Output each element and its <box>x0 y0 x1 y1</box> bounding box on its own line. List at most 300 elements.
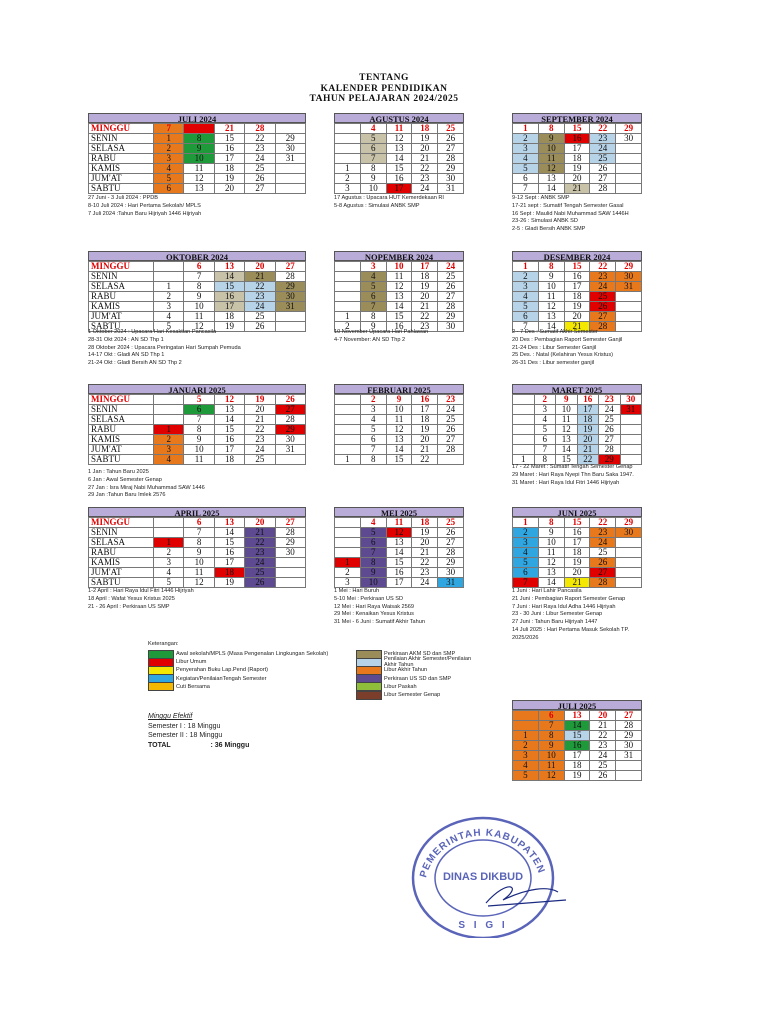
day-name: KAMIS <box>89 558 154 568</box>
date-cell: 31 <box>616 282 642 292</box>
month-notes <box>512 588 702 643</box>
month-notes <box>512 329 702 368</box>
date-cell: 11 <box>184 164 214 174</box>
date-cell: 2 <box>335 174 361 184</box>
month-mei-2025 <box>334 507 464 588</box>
legend-label: Libur Umum <box>176 659 207 666</box>
date-cell: 26 <box>275 395 305 405</box>
month-header: MEI 2025 <box>334 507 464 517</box>
date-cell: 20 <box>564 568 590 578</box>
date-cell: 31 <box>438 184 464 194</box>
note-line: 10 November Upacara Hari Pahlawan <box>334 329 429 335</box>
legend-swatch <box>356 691 382 700</box>
month-september-2024 <box>512 113 642 194</box>
month-header: NOPEMBER 2024 <box>334 251 464 261</box>
note-line: 1 Juni : Hari Lahir Pancasila <box>512 588 582 594</box>
date-cell <box>513 425 535 435</box>
date-cell: 15 <box>214 425 244 435</box>
date-cell: 16 <box>386 568 412 578</box>
day-name: SENIN <box>89 528 154 538</box>
date-cell: 21 <box>245 272 275 282</box>
date-cell: 18 <box>564 548 590 558</box>
note-line: 20 Des : Pembagian Raport Semester Ganjil <box>512 336 623 343</box>
date-cell: 16 <box>564 134 590 144</box>
note-line: 6 Jan : Awal Semester Genap <box>88 476 162 483</box>
date-cell: 27 <box>438 292 464 302</box>
date-cell: 18 <box>412 415 438 425</box>
month-maret-2025 <box>512 384 642 465</box>
date-cell <box>154 405 184 415</box>
date-cell: 22 <box>245 538 275 548</box>
date-cell: 10 <box>386 405 412 415</box>
note-line: 18 April : Wafat Yesus Kristus 2025 <box>88 595 175 602</box>
week-row <box>89 405 306 415</box>
date-cell: 15 <box>386 164 412 174</box>
month-juni-2025 <box>512 507 642 588</box>
date-cell: 5 <box>513 302 539 312</box>
note-line: 5-10 Mei : Perkiraan US SD <box>334 595 404 602</box>
date-cell: 3 <box>154 302 184 312</box>
day-name: SENIN <box>89 405 154 415</box>
date-cell: 20 <box>590 711 616 721</box>
date-cell: 5 <box>184 395 214 405</box>
date-cell: 26 <box>438 425 464 435</box>
date-cell: 8 <box>360 558 386 568</box>
date-cell: 24 <box>412 184 438 194</box>
date-cell: 26 <box>245 578 275 588</box>
official-stamp <box>398 808 568 938</box>
date-cell: 19 <box>214 322 244 332</box>
date-cell: 15 <box>564 518 590 528</box>
date-cell: 27 <box>590 174 616 184</box>
title-line-3: TAHUN PELAJARAN 2024/2025 <box>309 94 459 104</box>
date-cell: 8 <box>184 538 214 548</box>
effective-weeks <box>148 712 249 750</box>
date-cell: 20 <box>214 184 244 194</box>
date-cell: 8 <box>360 455 386 465</box>
date-cell: 27 <box>275 405 305 415</box>
date-cell: 25 <box>438 124 464 134</box>
note-line: 2 - 7 Des : Sumatif Akhir Semester <box>512 329 598 335</box>
date-cell: 30 <box>616 134 642 144</box>
date-cell: 28 <box>590 322 616 332</box>
date-cell <box>275 558 305 568</box>
month-header: JANUARI 2025 <box>88 384 306 394</box>
date-cell: 4 <box>513 292 539 302</box>
date-cell: 22 <box>590 262 616 272</box>
week-row <box>335 425 464 435</box>
date-cell: 10 <box>360 578 386 588</box>
date-cell: 29 <box>438 558 464 568</box>
date-cell: 13 <box>214 405 244 415</box>
date-cell: 28 <box>590 578 616 588</box>
week-row <box>513 558 642 568</box>
date-cell: 22 <box>590 124 616 134</box>
date-cell: 9 <box>386 395 412 405</box>
date-cell: 1 <box>335 558 361 568</box>
week-row <box>513 771 642 781</box>
week-row <box>513 528 642 538</box>
date-cell: 24 <box>245 154 275 164</box>
note-line: 17 Agustus : Upacara HUT Kemerdekaan RI <box>334 195 444 201</box>
day-name: MINGGU <box>89 518 154 528</box>
date-cell: 12 <box>386 425 412 435</box>
date-cell: 29 <box>275 282 305 292</box>
date-cell: 3 <box>534 405 556 415</box>
date-cell: 20 <box>564 312 590 322</box>
date-cell: 16 <box>214 435 244 445</box>
date-cell: 27 <box>599 435 621 445</box>
month-table <box>334 123 464 194</box>
date-cell: 4 <box>360 518 386 528</box>
stamp-text: PEMERINTAH KABUPATEN <box>418 827 547 879</box>
legend-label: Perkiraan AKM SD dan SMP <box>384 651 456 657</box>
week-row <box>89 184 306 194</box>
day-name: RABU <box>89 292 154 302</box>
date-cell <box>154 395 184 405</box>
date-cell: 12 <box>556 425 578 435</box>
date-cell <box>335 124 361 134</box>
date-cell: 29 <box>275 134 305 144</box>
week-row <box>335 528 464 538</box>
date-cell: 19 <box>564 164 590 174</box>
date-cell: 6 <box>513 568 539 578</box>
note-line: 14 Juli 2025 : Hari Pertama Masuk Sekolah TP. <box>512 626 630 633</box>
date-cell: 8 <box>538 731 564 741</box>
date-cell: 22 <box>245 425 275 435</box>
date-cell: 6 <box>360 144 386 154</box>
date-cell <box>616 174 642 184</box>
effective-sem2: Semester II : 18 Minggu <box>148 732 223 739</box>
date-cell: 6 <box>360 538 386 548</box>
month-notes <box>88 588 278 611</box>
week-row <box>89 395 306 405</box>
week-row <box>513 568 642 578</box>
date-cell: 11 <box>538 761 564 771</box>
legend-label: Cuti Bersama <box>176 683 210 690</box>
date-cell: 30 <box>438 322 464 332</box>
date-cell <box>335 272 361 282</box>
month-table <box>88 123 306 194</box>
day-name: RABU <box>89 425 154 435</box>
note-line: 7 Juni : Hari Raya Idul Adha 1446 Hijriyah <box>512 603 616 610</box>
date-cell: 31 <box>275 445 305 455</box>
month-table <box>88 517 306 588</box>
date-cell <box>335 302 361 312</box>
week-row <box>89 312 306 322</box>
legend-label: Libur Semester Genap <box>384 692 441 698</box>
date-cell: 1 <box>154 538 184 548</box>
date-cell: 31 <box>438 578 464 588</box>
date-cell: 27 <box>245 184 275 194</box>
legend-item <box>148 683 210 691</box>
effective-sem1: Semester I : 18 Minggu <box>148 722 221 730</box>
date-cell <box>335 435 361 445</box>
month-notes <box>88 329 278 368</box>
date-cell: 1 <box>513 262 539 272</box>
date-cell: 26 <box>599 425 621 435</box>
week-row <box>513 154 642 164</box>
week-row <box>513 292 642 302</box>
date-cell: 8 <box>184 134 214 144</box>
month-header: JULI 2025 <box>512 700 642 710</box>
week-row <box>513 741 642 751</box>
date-cell: 18 <box>577 415 599 425</box>
legend-label: Kegiatan/PenilaianTengah Semester <box>176 675 267 682</box>
date-cell: 30 <box>616 741 642 751</box>
date-cell <box>513 405 535 415</box>
date-cell: 23 <box>599 395 621 405</box>
date-cell: 8 <box>360 164 386 174</box>
effective-total-value: : 36 Minggu <box>210 741 250 749</box>
date-cell: 4 <box>360 272 386 282</box>
week-row <box>89 282 306 292</box>
date-cell: 6 <box>534 435 556 445</box>
month-table <box>512 261 642 332</box>
week-row <box>513 721 642 731</box>
week-row <box>335 568 464 578</box>
date-cell: 14 <box>538 578 564 588</box>
date-cell: 10 <box>184 302 214 312</box>
week-row <box>513 548 642 558</box>
date-cell: 22 <box>412 164 438 174</box>
month-januari-2025 <box>88 384 306 465</box>
date-cell: 15 <box>386 455 412 465</box>
legend-label: Awal sekolah/MPLS (Masa Pengenalan Lingkungan Sekolah) <box>176 651 329 657</box>
date-cell: 23 <box>245 435 275 445</box>
month-july-2025 <box>512 700 642 781</box>
date-cell: 11 <box>538 292 564 302</box>
week-row <box>89 415 306 425</box>
date-cell: 7 <box>513 578 539 588</box>
date-cell: 13 <box>386 538 412 548</box>
note-line: 21-24 Okt : Gladi Bersih AN SD Thp 2 <box>88 360 182 367</box>
date-cell: 21 <box>245 415 275 425</box>
date-cell: 3 <box>360 405 386 415</box>
effective-total-label: TOTAL <box>148 741 171 749</box>
date-cell: 29 <box>438 164 464 174</box>
date-cell: 25 <box>590 292 616 302</box>
date-cell: 3 <box>513 144 539 154</box>
month-header: JULI 2024 <box>88 113 306 123</box>
week-row <box>89 558 306 568</box>
date-cell: 5 <box>360 282 386 292</box>
date-cell: 7 <box>184 415 214 425</box>
date-cell: 9 <box>184 435 214 445</box>
date-cell: 4 <box>513 548 539 558</box>
date-cell: 31 <box>275 154 305 164</box>
date-cell: 30 <box>275 435 305 445</box>
month-table <box>512 394 642 465</box>
month-header: FEBRUARI 2025 <box>334 384 464 394</box>
date-cell: 29 <box>275 425 305 435</box>
date-cell: 14 <box>538 184 564 194</box>
date-cell: 6 <box>538 711 564 721</box>
date-cell <box>275 164 305 174</box>
day-name: MINGGU <box>89 262 154 272</box>
date-cell <box>335 282 361 292</box>
legend-label: Libur Akhir Tahun <box>384 667 428 674</box>
date-cell: 12 <box>214 395 244 405</box>
date-cell: 6 <box>184 262 214 272</box>
date-cell <box>275 578 305 588</box>
date-cell: 22 <box>577 455 599 465</box>
month-notes <box>512 464 702 487</box>
date-cell: 2 <box>513 528 539 538</box>
date-cell: 27 <box>438 538 464 548</box>
date-cell <box>335 538 361 548</box>
date-cell: 4 <box>360 415 386 425</box>
title-line-2: KALENDER PENDIDIKAN <box>320 83 448 94</box>
week-row <box>513 262 642 272</box>
date-cell: 24 <box>590 538 616 548</box>
week-row <box>513 144 642 154</box>
date-cell: 19 <box>412 134 438 144</box>
week-row <box>335 154 464 164</box>
date-cell: 3 <box>154 558 184 568</box>
month-agustus-2024 <box>334 113 464 194</box>
week-row <box>89 435 306 445</box>
date-cell: 3 <box>335 578 361 588</box>
date-cell: 24 <box>590 144 616 154</box>
date-cell: 17 <box>412 405 438 415</box>
date-cell: 23 <box>245 144 275 154</box>
date-cell: 2 <box>534 395 556 405</box>
week-row <box>335 578 464 588</box>
date-cell: 9 <box>360 322 386 332</box>
date-cell <box>154 415 184 425</box>
date-cell <box>616 548 642 558</box>
date-cell: 5 <box>534 425 556 435</box>
date-cell: 16 <box>214 292 244 302</box>
date-cell: 22 <box>412 455 438 465</box>
month-april-2025 <box>88 507 306 588</box>
date-cell: 1 <box>513 124 539 134</box>
day-name: JUM'AT <box>89 312 154 322</box>
date-cell: 26 <box>438 528 464 538</box>
note-line: 17 - 22 Maret : Sumatif Tengah Semester Genap <box>512 464 633 470</box>
day-name: SELASA <box>89 282 154 292</box>
date-cell: 1 <box>513 518 539 528</box>
week-row <box>335 415 464 425</box>
date-cell <box>335 292 361 302</box>
note-line: 31 Maret : Hari Raya Idul Fitri 1446 Hijriyah <box>512 479 620 486</box>
note-line: 1 Mei : Hari Buruh <box>334 588 380 594</box>
date-cell <box>616 312 642 322</box>
date-cell: 1 <box>335 312 361 322</box>
date-cell: 13 <box>538 568 564 578</box>
date-cell: 2 <box>513 134 539 144</box>
week-row <box>89 134 306 144</box>
date-cell <box>616 761 642 771</box>
date-cell: 27 <box>438 435 464 445</box>
month-desember-2024 <box>512 251 642 332</box>
date-cell: 22 <box>590 731 616 741</box>
date-cell: 10 <box>538 282 564 292</box>
date-cell: 21 <box>412 548 438 558</box>
date-cell: 1 <box>154 425 184 435</box>
date-cell: 5 <box>360 425 386 435</box>
note-line: 31 Mei - 6 Juni : Sumatif Akhir Tahun <box>334 619 425 626</box>
date-cell: 17 <box>564 144 590 154</box>
date-cell: 26 <box>590 771 616 781</box>
date-cell: 9 <box>538 272 564 282</box>
date-cell: 15 <box>386 312 412 322</box>
date-cell: 23 <box>245 292 275 302</box>
date-cell: 28 <box>245 124 275 134</box>
date-cell: 13 <box>386 435 412 445</box>
date-cell: 14 <box>556 445 578 455</box>
note-line: 1-2 April : Hari Raya Idul Fitri 1446 Hijriyah <box>88 588 194 594</box>
date-cell: 10 <box>538 751 564 761</box>
date-cell: 21 <box>412 302 438 312</box>
date-cell: 16 <box>214 548 244 558</box>
date-cell: 9 <box>184 292 214 302</box>
date-cell: 17 <box>564 751 590 761</box>
date-cell: 20 <box>412 144 438 154</box>
date-cell: 19 <box>214 174 244 184</box>
date-cell: 12 <box>538 302 564 312</box>
date-cell: 23 <box>245 548 275 558</box>
date-cell: 18 <box>412 272 438 282</box>
date-cell: 16 <box>386 174 412 184</box>
note-line: 29 Mei : Kenaikan Yesus Kristus <box>334 611 414 618</box>
date-cell <box>154 518 184 528</box>
date-cell: 6 <box>154 184 184 194</box>
date-cell <box>335 144 361 154</box>
date-cell: 7 <box>184 528 214 538</box>
date-cell: 11 <box>538 548 564 558</box>
date-cell: 28 <box>616 721 642 731</box>
date-cell: 23 <box>412 568 438 578</box>
date-cell: 22 <box>590 518 616 528</box>
date-cell: 25 <box>245 455 275 465</box>
date-cell: 25 <box>599 415 621 425</box>
date-cell: 28 <box>438 445 464 455</box>
date-cell: 13 <box>386 144 412 154</box>
note-line: 2-5 : Gladi Bersih ANBK SMP <box>512 226 586 233</box>
date-cell <box>616 154 642 164</box>
day-name: KAMIS <box>89 164 154 174</box>
date-cell: 17 <box>214 302 244 312</box>
date-cell: 11 <box>386 518 412 528</box>
date-cell: 8 <box>184 425 214 435</box>
date-cell: 19 <box>577 425 599 435</box>
date-cell <box>616 558 642 568</box>
date-cell: 24 <box>245 302 275 312</box>
date-cell <box>335 154 361 164</box>
date-cell: 6 <box>513 312 539 322</box>
date-cell: 11 <box>538 154 564 164</box>
note-line: 27 Juni - 3 Juli 2024 : PPDB <box>88 195 158 201</box>
date-cell: 29 <box>616 124 642 134</box>
date-cell: 2 <box>154 292 184 302</box>
date-cell: 5 <box>513 771 539 781</box>
date-cell: 1 <box>154 282 184 292</box>
week-row <box>89 272 306 282</box>
date-cell: 27 <box>275 518 305 528</box>
date-cell: 17 <box>214 558 244 568</box>
date-cell: 24 <box>245 558 275 568</box>
date-cell: 13 <box>556 435 578 445</box>
date-cell: 1 <box>154 134 184 144</box>
date-cell <box>335 445 361 455</box>
date-cell: 5 <box>513 164 539 174</box>
date-cell: 12 <box>184 174 214 184</box>
date-cell: 21 <box>564 578 590 588</box>
week-row <box>89 518 306 528</box>
week-row <box>335 455 464 465</box>
